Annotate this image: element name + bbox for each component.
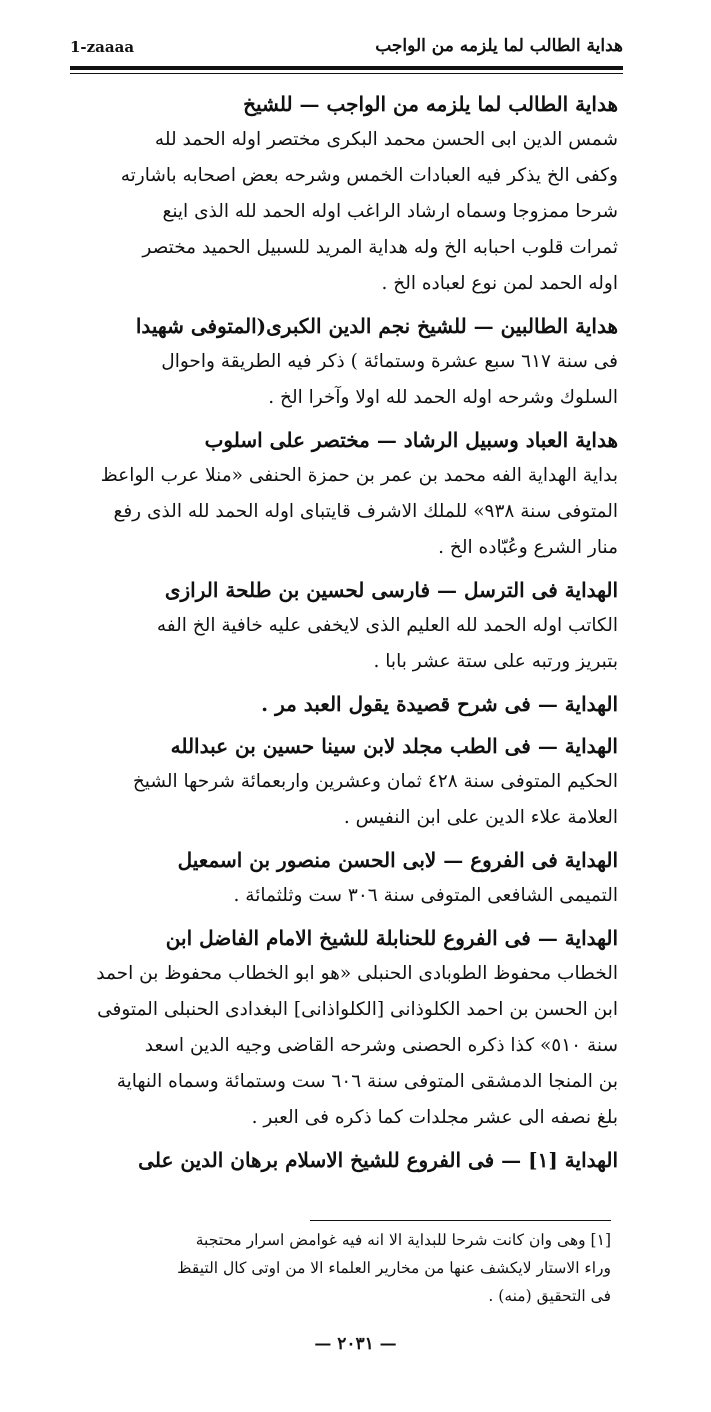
- text-line: الهداية — فى الفروع للحنابلة للشيخ الامام الفاضل ابن: [165, 926, 618, 950]
- text-line: شمس الدين ابى الحسن محمد البكرى مختصر اوله الحمد لله: [154, 129, 618, 150]
- entry-hidayat-al-talibin: [78, 308, 618, 416]
- text-line: الكاتب اوله الحمد لله العليم الذى لايخفى عليه خافية الخ الفه: [156, 615, 618, 636]
- text-line: بداية الهداية الفه محمد بن عمر بن حمزة الحنفى «منلا عرب الواعظ: [100, 465, 618, 486]
- footnote-line: فى التحقيق (منه) .: [488, 1287, 611, 1305]
- text-line: اوله الحمد لمن نوع لعباده الخ .: [381, 273, 618, 294]
- text-line: الهداية فى الترسل — فارسى لحسين بن طلحة الرازى: [164, 578, 618, 602]
- text-line: المتوفى سنة ٩٣٨» للملك الاشرف قايتباى اوله الحمد لله الذى رفع: [113, 501, 618, 522]
- entry-hidaya-furu-shafii: [78, 842, 618, 914]
- footnote: [82, 1226, 611, 1310]
- text-line: هداية العباد وسبيل الرشاد — مختصر على اسلوب: [204, 428, 618, 452]
- entry-hidaya-sharh-qasida: [78, 686, 618, 722]
- body-text: [78, 86, 618, 1184]
- text-line: فى سنة ٦١٧ سبع عشرة وستمائة ) ذكر فيه الطريقة واحوال: [161, 351, 618, 372]
- text-line: بلغ نصفه الى عشر مجلدات كما ذكره فى العبر .: [251, 1107, 618, 1128]
- header-rule-thick: [70, 66, 623, 70]
- entry-hidayat-al-ibad: [78, 422, 618, 566]
- entry-hidaya-fi-tibb: [78, 728, 618, 836]
- text-line: السلوك وشرحه اوله الحمد لله اولا وآخرا الخ .: [268, 387, 618, 408]
- entry-hidaya-fi-tarassul: [78, 572, 618, 680]
- footnote-line: [١] وهى وان كانت شرحا للبداية الا انه فيه غوامض اسرار محتجبة: [195, 1231, 611, 1249]
- text-line: وكفى الخ يذكر فيه العبادات الخمس وشرحه بعض اصحابه باشارته: [120, 165, 618, 186]
- text-line: الحكيم المتوفى سنة ٤٢٨ ثمان وعشرين واربعمائة شرحها الشيخ: [132, 771, 618, 792]
- entry-hidaya-furu-burhan: [78, 1142, 618, 1178]
- text-line: سنة ٥١٠» كذا ذكره الحصنى وشرحه القاضى وجيه الدين اسعد: [144, 1035, 618, 1056]
- header-title: هداية الطالب لما يلزمه من الواجب: [375, 36, 623, 56]
- entry-hidaya-furu-hanbali: [78, 920, 618, 1136]
- text-line: التميمى الشافعى المتوفى سنة ٣٠٦ ست وثلثمائة .: [233, 885, 618, 906]
- text-line: هداية الطالبين — للشيخ نجم الدين الكبرى(المتوفى شهيدا: [135, 314, 618, 338]
- text-line: بن المنجا الدمشقى المتوفى سنة ٦٠٦ ست وستمائة وسماه النهاية: [116, 1071, 618, 1092]
- footnote-rule: [310, 1220, 611, 1221]
- header-rule-thin: [70, 73, 623, 74]
- text-line: ثمرات قلوب احبابه الخ وله هداية المريد للسبيل الحميد مختصر: [142, 237, 618, 258]
- text-line: العلامة علاء الدين على ابن النفيس .: [343, 807, 618, 828]
- footnote-line: وراء الاستار لايكشف عنها من مخارير العلماء الا من اوتى كال التيقظ: [177, 1259, 611, 1277]
- page-number: — ٢٠٣١ —: [314, 1334, 397, 1354]
- text-line: الهداية [١] — فى الفروع للشيخ الاسلام برهان الدين على: [138, 1148, 618, 1172]
- text-line: الهداية — فى الطب مجلد لابن سينا حسين بن عبدالله: [170, 734, 618, 758]
- text-line: الهداية — فى شرح قصيدة يقول العبد مر .: [261, 692, 618, 716]
- text-line: شرحا ممزوجا وسماه ارشاد الراغب اوله الحمد لله الذى اينع: [162, 201, 618, 222]
- header-marker: 1-zaaaa: [70, 38, 135, 56]
- text-line: منار الشرع وعُبّاده الخ .: [438, 537, 618, 558]
- text-line: بتبريز ورتبه على ستة عشر بابا .: [373, 651, 618, 672]
- text-line: الهداية فى الفروع — لابى الحسن منصور بن اسمعيل: [177, 848, 618, 872]
- text-line: ابن الحسن بن احمد الكلوذانى [الكلواذانى] البغدادى الحنبلى المتوفى: [97, 999, 618, 1020]
- running-header: [70, 36, 623, 62]
- text-line: الخطاب محفوظ الطوبادى الحنبلى «هو ابو الخطاب محفوظ بن احمد: [96, 963, 618, 984]
- text-line: هداية الطالب لما يلزمه من الواجب — للشيخ: [243, 92, 618, 116]
- entry-hidayat-al-talib: [78, 86, 618, 302]
